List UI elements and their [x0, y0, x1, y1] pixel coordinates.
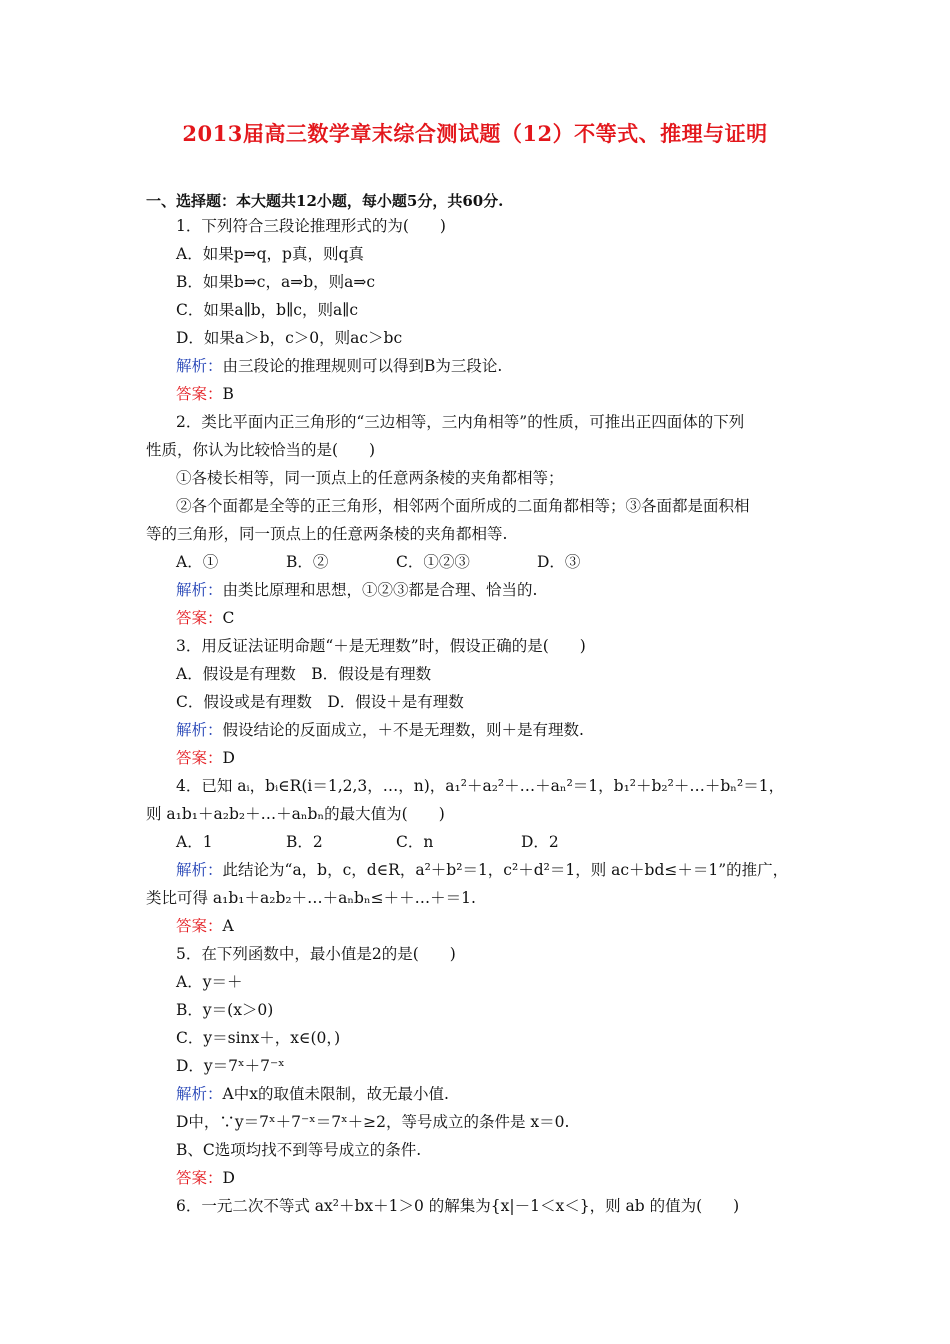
q3-answer — [176, 746, 235, 770]
q1-answer — [176, 382, 234, 406]
q2-option-d: D．③ — [537, 553, 581, 571]
answer-label: 答案： — [176, 1169, 223, 1187]
q2-property-3: 等的三角形，同一顶点上的任意两条棱的夹角都相等. — [146, 525, 508, 543]
q4-option-d: D．2 — [521, 833, 559, 851]
q2-stem-line2: 性质，你认为比较恰当的是( ) — [146, 441, 376, 459]
answer-label: 答案： — [176, 917, 223, 935]
q2-analysis — [176, 578, 537, 602]
q4-option-a: A．1 — [176, 833, 213, 851]
q1-option-d: D．如果a＞b，c＞0，则ac＞bc — [176, 329, 403, 347]
q1-option-c: C．如果a∥b，b∥c，则a∥c — [176, 301, 359, 319]
q5-stem: 5．在下列函数中，最小值是2的是( ) — [176, 945, 456, 963]
q1-option-a: A．如果p⇒q，p真，则q真 — [176, 245, 364, 263]
q3-answer-value: D — [222, 749, 235, 767]
q5-option-a: A．y＝＋ — [176, 973, 243, 991]
section-heading: 一、选择题：本大题共12小题，每小题5分，共60分. — [146, 192, 504, 210]
q2-answer — [176, 606, 234, 630]
page-title: 2013届高三数学章末综合测试题（12）不等式、推理与证明 — [182, 121, 768, 146]
analysis-label: 解析： — [176, 581, 223, 599]
q4-analysis-text: 此结论为“a，b，c，d∈R，a²＋b²＝1，c²＋d²＝1，则 ac＋bd≤＋＝1”的推广， — [222, 861, 789, 879]
analysis-label: 解析： — [176, 357, 223, 375]
analysis-label: 解析： — [176, 721, 223, 739]
q2-property-2: ②各个面都是全等的正三角形，相邻两个面所成的二面角都相等；③各面都是面积相 — [176, 497, 750, 515]
q1-analysis-text: 由三段论的推理规则可以得到B为三段论. — [222, 357, 503, 375]
answer-label: 答案： — [176, 385, 223, 403]
q4-answer — [176, 914, 234, 938]
q4-stem-line2: 则 a₁b₁＋a₂b₂＋…＋aₙbₙ的最大值为( ) — [146, 805, 445, 823]
q2-option-c: C．①②③ — [396, 553, 470, 571]
q1-analysis — [176, 354, 502, 378]
q5-option-d: D．y＝7ˣ＋7⁻ˣ — [176, 1057, 285, 1075]
q4-analysis — [176, 858, 788, 882]
answer-label: 答案： — [176, 749, 223, 767]
q5-option-b: B．y＝(x＞0) — [176, 1001, 274, 1019]
q5-answer — [176, 1166, 235, 1190]
q3-stem: 3．用反证法证明命题“＋是无理数”时，假设正确的是( ) — [176, 637, 586, 655]
q4-option-b: B．2 — [286, 833, 323, 851]
q5-analysis-line3: B、C选项均找不到等号成立的条件. — [176, 1141, 422, 1159]
q2-stem-line1: 2．类比平面内正三角形的“三边相等，三内角相等”的性质，可推出正四面体的下列 — [176, 413, 745, 431]
q2-analysis-text: 由类比原理和思想，①②③都是合理、恰当的. — [222, 581, 538, 599]
q1-answer-value: B — [222, 385, 234, 403]
q5-analysis-text: A中x的取值未限制，故无最小值. — [222, 1085, 449, 1103]
answer-label: 答案： — [176, 609, 223, 627]
q3-analysis-text: 假设结论的反面成立，＋不是无理数，则＋是有理数. — [222, 721, 584, 739]
q4-analysis-line2: 类比可得 a₁b₁＋a₂b₂＋…＋aₙbₙ≤＋＋…＋＝1. — [146, 889, 476, 907]
q4-answer-value: A — [222, 917, 234, 935]
q1-option-b: B．如果b⇒c，a⇒b，则a⇒c — [176, 273, 376, 291]
q5-analysis-line2: D中，∵y＝7ˣ＋7⁻ˣ＝7ˣ＋≥2，等号成立的条件是 x＝0. — [176, 1113, 570, 1131]
q3-analysis — [176, 718, 584, 742]
analysis-label: 解析： — [176, 861, 223, 879]
q5-answer-value: D — [222, 1169, 235, 1187]
q3-options-cd: C．假设或是有理数 D．假设＋是有理数 — [176, 693, 464, 711]
analysis-label: 解析： — [176, 1085, 223, 1103]
q5-analysis — [176, 1082, 449, 1106]
q5-option-c: C．y＝sinx＋，x∈(0，) — [176, 1029, 341, 1047]
q3-options-ab: A．假设是有理数 B．假设是有理数 — [176, 665, 432, 683]
q2-option-b: B．② — [286, 553, 329, 571]
q4-stem-line1: 4．已知 aᵢ，bᵢ∈R(i＝1,2,3，…，n)，a₁²＋a₂²＋…＋aₙ²＝1，b₁²＋b₂²＋…＋bₙ²＝1， — [176, 777, 785, 795]
q4-option-c: C．n — [396, 833, 434, 851]
q2-option-a: A．① — [176, 553, 219, 571]
q1-stem: 1．下列符合三段论推理形式的为( ) — [176, 217, 446, 235]
q6-stem: 6．一元二次不等式 ax²＋bx＋1＞0 的解集为{x|－1＜x＜}，则 ab 的值为( ) — [176, 1197, 740, 1215]
q2-answer-value: C — [222, 609, 235, 627]
q2-property-1: ①各棱长相等，同一顶点上的任意两条棱的夹角都相等； — [176, 469, 564, 487]
